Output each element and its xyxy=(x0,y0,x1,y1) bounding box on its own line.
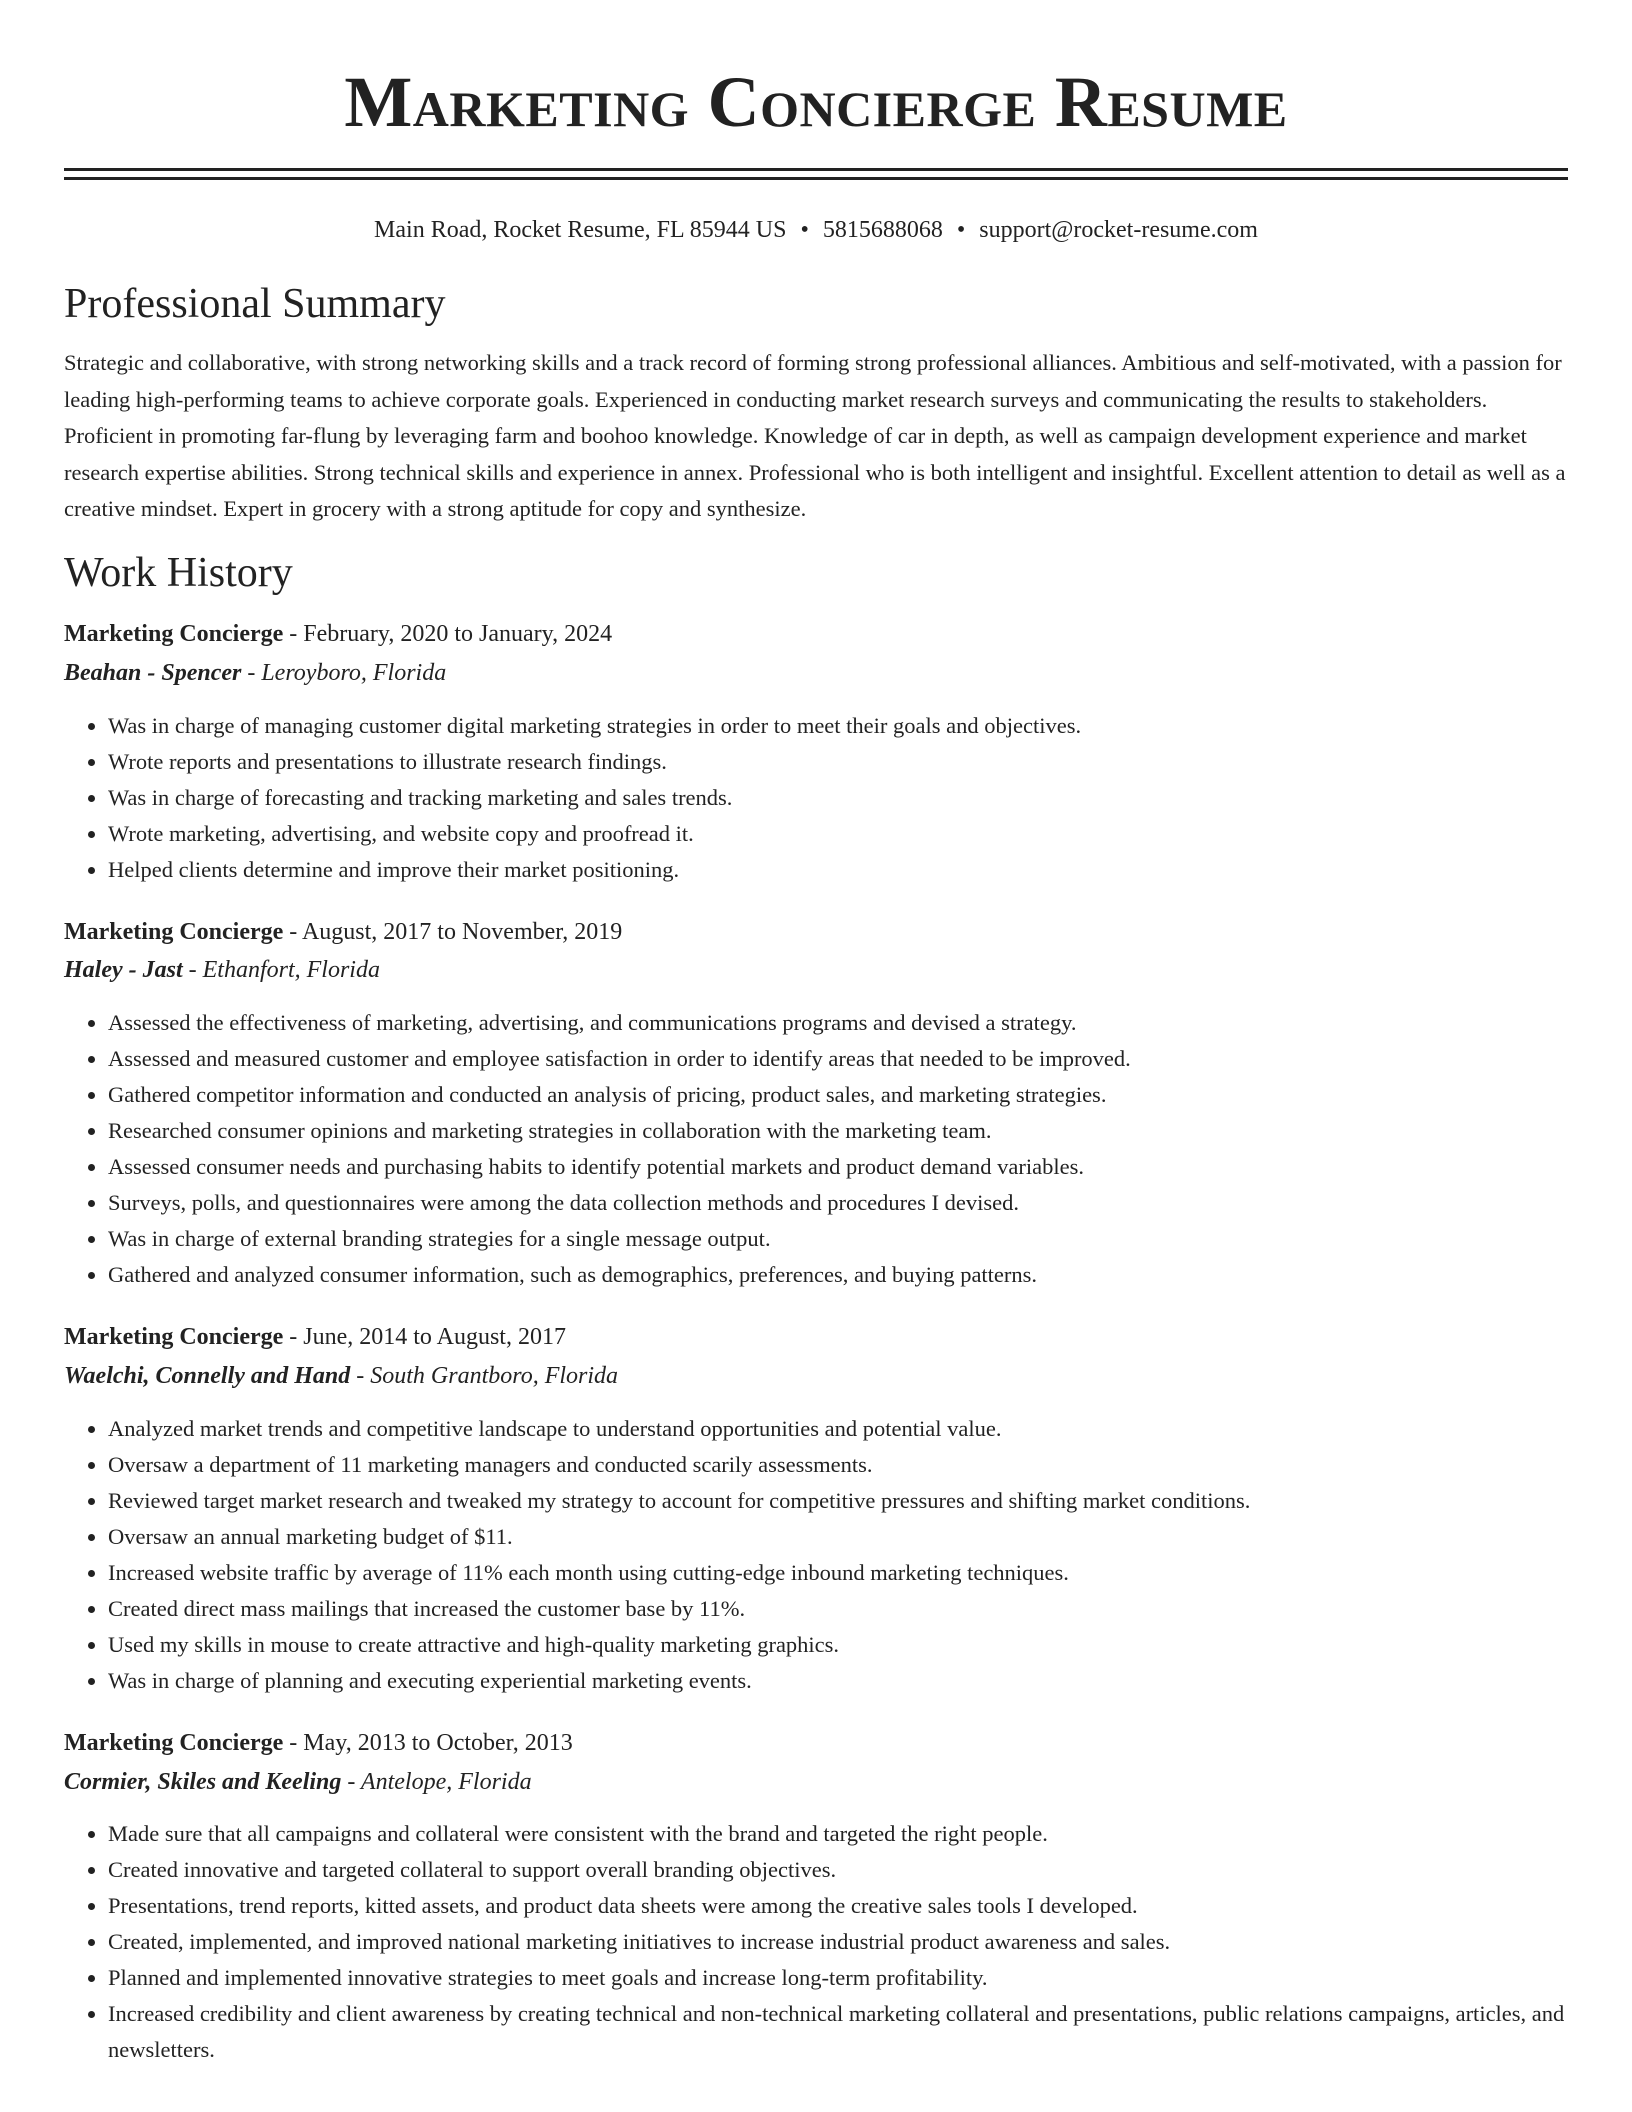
job-entry xyxy=(64,1323,1568,1699)
job-bullet: • Assessed and measured customer and employee satisfaction in order to identify areas that needed to be improved. xyxy=(108,1041,1568,1077)
contact-phone: 5815688068 xyxy=(822,217,943,243)
job-bullet: • Was in charge of external branding strategies for a single message output. xyxy=(108,1221,1568,1257)
job-bullet: • Increased credibility and client awareness by creating technical and non-technical marketing collateral and presentations, public relations campaigns, articles, and newsletters. xyxy=(108,1996,1568,2068)
resume-title: Marketing Concierge Resume xyxy=(344,62,1288,142)
contact-email: support@rocket-resume.com xyxy=(979,217,1258,243)
job-bullet: • Wrote reports and presentations to illustrate research findings. xyxy=(108,744,1568,780)
job-bullet: • Presentations, trend reports, kitted assets, and product data sheets were among the creative sales tools I developed. xyxy=(108,1888,1568,1924)
job-bullet: • Oversaw an annual marketing budget of $11. xyxy=(108,1519,1568,1555)
company-location: - Leroyboro, Florida xyxy=(241,659,447,686)
job-title: Marketing Concierge xyxy=(64,621,284,648)
job-bullet: • Made sure that all campaigns and collateral were consistent with the brand and targeted the right people. xyxy=(108,1816,1568,1852)
job-bullet: • Created, implemented, and improved national marketing initiatives to increase industrial product awareness and sales. xyxy=(108,1924,1568,1960)
job-bullet: • Created direct mass mailings that increased the customer base by 11%. xyxy=(108,1591,1568,1627)
job-bullet: • Was in charge of planning and executing experiential marketing events. xyxy=(108,1663,1568,1699)
company-name: Waelchi, Connelly and Hand xyxy=(64,1363,351,1390)
job-bullet: • Was in charge of forecasting and tracking marketing and sales trends. xyxy=(108,780,1568,816)
job-bullet: • Created innovative and targeted collateral to support overall branding objectives. xyxy=(108,1852,1568,1888)
job-bullet: • Used my skills in mouse to create attractive and high-quality marketing graphics. xyxy=(108,1627,1568,1663)
job-title: Marketing Concierge xyxy=(64,1324,284,1351)
job-heading-line xyxy=(64,1729,1568,1758)
job-dates: - May, 2013 to October, 2013 xyxy=(283,1729,573,1756)
job-title: Marketing Concierge xyxy=(64,918,284,945)
job-bullet: • Oversaw a department of 11 marketing managers and conducted scarily assessments. xyxy=(108,1447,1568,1483)
job-heading-line xyxy=(64,620,1568,649)
summary-text: Strategic and collaborative, with strong networking skills and a track record of forming strong professional alliances. Ambitious and self-motivated, with a passion for leading high-performing teams to achieve corporate goals. Experienced in conducting market research surveys and communicating the results to stakeholders. Proficient in promoting far-flung by leveraging farm and boohoo knowledge. Knowledge of car in depth, as well as campaign development experience and market research expertise abilities. Strong technical skills and experience in annex. Professional who is both intelligent and insightful. Excellent attention to detail as well as a creative mindset. Expert in grocery with a strong aptitude for copy and synthesize. xyxy=(64,350,1566,522)
title-divider xyxy=(64,168,1568,180)
company-name: Haley - Jast xyxy=(64,957,183,984)
job-dates: - June, 2014 to August, 2017 xyxy=(283,1324,566,1351)
job-bullet: • Gathered and analyzed consumer information, such as demographics, preferences, and buying patterns. xyxy=(108,1257,1568,1293)
job-bullet: • Analyzed market trends and competitive landscape to understand opportunities and potential value. xyxy=(108,1411,1568,1447)
job-bullet: • Was in charge of managing customer digital marketing strategies in order to meet their goals and objectives. xyxy=(108,708,1568,744)
company-location: - Antelope, Florida xyxy=(341,1768,532,1795)
company-location: - South Grantboro, Florida xyxy=(350,1363,619,1390)
job-bullets xyxy=(64,1005,1568,1293)
contact-address: Main Road, Rocket Resume, FL 85944 US xyxy=(374,217,787,243)
job-entry xyxy=(64,1729,1568,2069)
contact-separator: • xyxy=(956,217,966,243)
work-history-list xyxy=(64,620,1568,2068)
contact-separator: • xyxy=(800,217,809,243)
job-bullet: • Surveys, polls, and questionnaires were among the data collection methods and procedures I devised. xyxy=(108,1185,1568,1221)
job-heading-line xyxy=(64,1323,1568,1352)
job-bullet: • Wrote marketing, advertising, and website copy and proofread it. xyxy=(108,816,1568,852)
company-name: Cormier, Skiles and Keeling xyxy=(64,1768,342,1795)
work-history-heading: Work History xyxy=(64,549,293,596)
company-line xyxy=(64,956,1568,985)
job-entry xyxy=(64,620,1568,888)
job-entry xyxy=(64,918,1568,1294)
job-bullet: • Reviewed target market research and tweaked my strategy to account for competitive pressures and shifting market conditions. xyxy=(108,1483,1568,1519)
job-bullets xyxy=(64,1411,1568,1699)
job-bullets xyxy=(64,1816,1568,2068)
job-dates: - August, 2017 to November, 2019 xyxy=(283,918,623,945)
job-dates: - February, 2020 to January, 2024 xyxy=(283,621,613,648)
company-line xyxy=(64,1362,1568,1391)
job-bullet: • Gathered competitor information and conducted an analysis of pricing, product sales, and marketing strategies. xyxy=(108,1077,1568,1113)
job-heading-line xyxy=(64,918,1568,947)
job-bullet: • Increased website traffic by average of 11% each month using cutting-edge inbound marketing techniques. xyxy=(108,1555,1568,1591)
job-bullet: • Planned and implemented innovative strategies to meet goals and increase long-term profitability. xyxy=(108,1960,1568,1996)
job-bullet: • Assessed consumer needs and purchasing habits to identify potential markets and product demand variables. xyxy=(108,1149,1568,1185)
job-bullets xyxy=(64,708,1568,888)
summary-heading: Professional Summary xyxy=(64,280,446,327)
company-name: Beahan - Spencer xyxy=(64,659,242,686)
job-bullet: • Assessed the effectiveness of marketing, advertising, and communications programs and devised a strategy. xyxy=(108,1005,1568,1041)
company-location: - Ethanfort, Florida xyxy=(182,957,380,984)
company-line xyxy=(64,1768,1568,1797)
job-bullet: • Researched consumer opinions and marketing strategies in collaboration with the marketing team. xyxy=(108,1113,1568,1149)
job-title: Marketing Concierge xyxy=(64,1729,284,1756)
job-bullet: • Helped clients determine and improve their market positioning. xyxy=(108,852,1568,888)
company-line xyxy=(64,659,1568,688)
contact-line xyxy=(64,216,1568,245)
